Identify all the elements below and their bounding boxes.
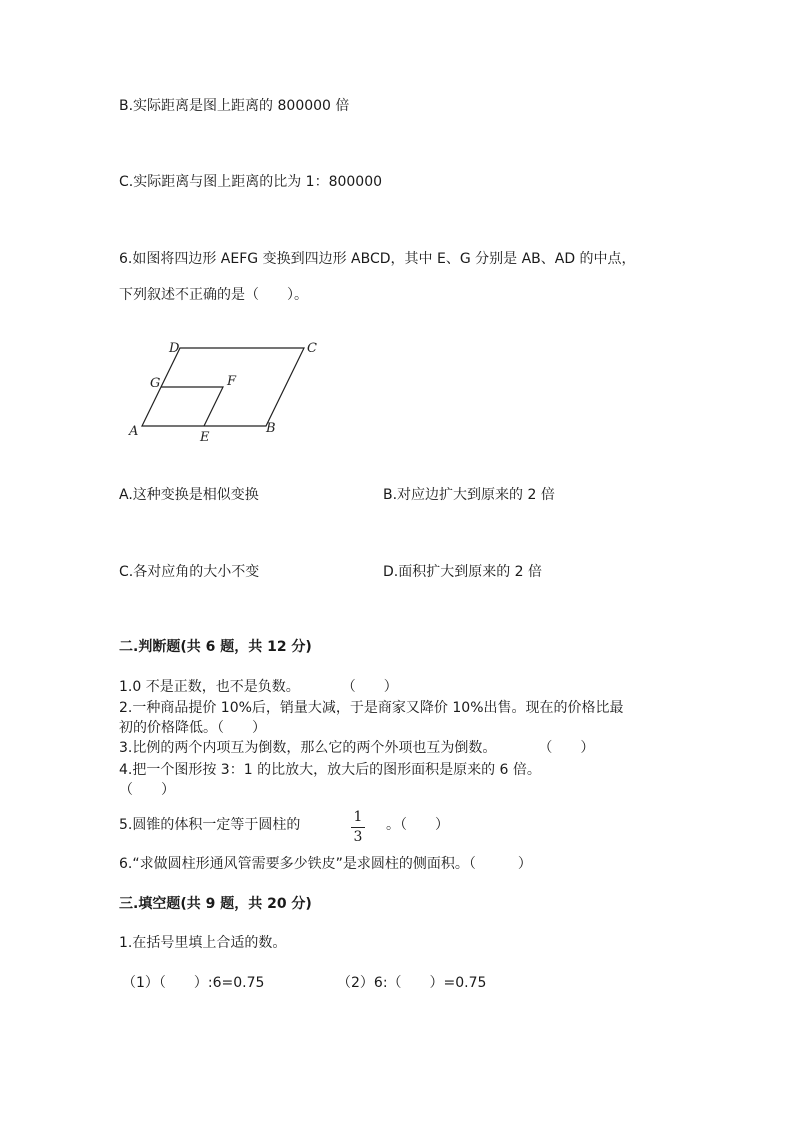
judge-item-1: 1.0 不是正数，也不是负数。 （ ） [119,679,398,695]
q6-option-c: C.各对应角的大小不变 [119,564,260,580]
judge-item-2: 2.一种商品提价 10%后，销量大减，于是商家又降价 10%出售。现在的价格比最 [119,700,624,716]
judge-item-6: 6.“求做圆柱形通风管需要多少铁皮”是求圆柱的侧面积。（ ） [119,856,532,872]
label-c: C [307,341,317,356]
label-g: G [150,376,161,391]
q6-stem-line1: 6.如图将四边形 AEFG 变换到四边形 ABCD，其中 E、G 分别是 AB、AD 的中点， [119,251,636,267]
q6-option-d: D.面积扩大到原来的 2 倍 [383,564,543,580]
q5-option-c: C.实际距离与图上距离的比为 1：800000 [119,174,383,190]
q6-stem-line2: 下列叙述不正确的是（ ）。 [119,287,308,303]
parallelogram-figure [120,335,330,445]
judge-item-3: 3.比例的两个内项互为倒数，那么它的两个外项也互为倒数。 （ ） [119,740,595,756]
judge-item-5: 5.圆锥的体积一定等于圆柱的 [119,817,301,833]
fill-q1-stem: 1.在括号里填上合适的数。 [119,935,287,951]
judge-item-2-cont: 初的价格降低。（ ） [119,720,266,736]
q5-option-b: B.实际距离是图上距离的 800000 倍 [119,98,350,114]
label-f: F [227,374,237,389]
label-b: B [266,421,276,436]
fraction-denominator: 3 [353,829,363,845]
judge-item-4: 4.把一个图形按 3：1 的比放大，放大后的图形面积是原来的 6 倍。 [119,762,541,778]
fill-q1-part2: （2）6:（ ）=0.75 [337,975,487,991]
label-e: E [200,430,210,445]
q6-option-a: A.这种变换是相似变换 [119,487,259,503]
fraction-numerator: 1 [353,809,363,825]
section3-heading: 三.填空题(共 9 题，共 20 分) [119,896,312,912]
section2-heading: 二.判断题(共 6 题，共 12 分) [119,639,312,655]
fill-q1-part1: （1）（ ）:6=0.75 [122,975,265,991]
judge-item-5-answer: 。（ ） [386,817,449,833]
q6-option-b: B.对应边扩大到原来的 2 倍 [383,487,555,503]
fraction-one-third [351,810,365,845]
judge-item-4-cont: （ ） [119,782,175,798]
label-a: A [129,424,139,439]
fraction-bar [351,827,365,828]
quadrilateral-aefg [161,387,223,426]
label-d: D [169,341,180,356]
